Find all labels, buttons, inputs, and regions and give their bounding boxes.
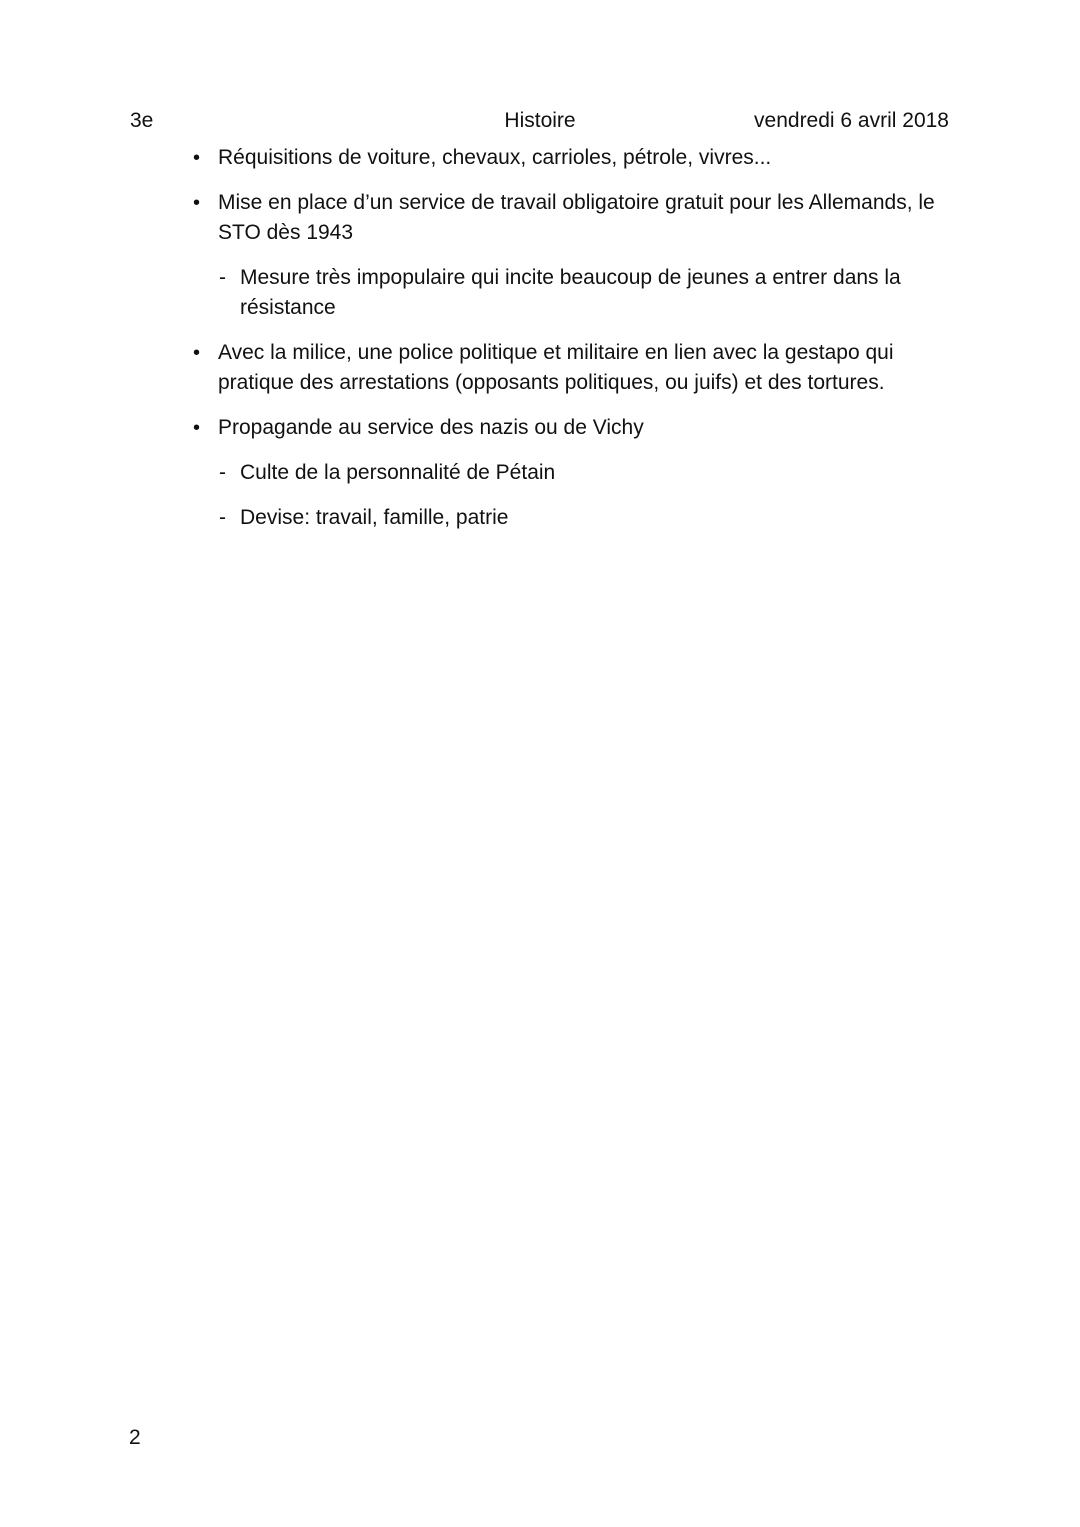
bullet-item-propaganda: • Propagande au service des nazis ou de Vichy	[218, 413, 958, 443]
bullet-item-sto: • Mise en place d’un service de travail obligatoire gratuit pour les Allemands, le STO dès 1943	[218, 188, 958, 248]
subject-title: Histoire	[504, 109, 576, 132]
dash-item-personality-cult: - Culte de la personnalité de Pétain	[240, 458, 960, 488]
dash-item-impopular-measure: - Mesure très impopulaire qui incite beaucoup de jeunes a entrer dans la résistance	[240, 263, 960, 323]
bullet-item-requisitions: • Réquisitions de voiture, chevaux, carrioles, pétrole, vivres...	[218, 143, 958, 173]
page-number: 2	[129, 1426, 141, 1449]
document-date: vendredi 6 avril 2018	[754, 109, 949, 132]
dash-item-motto: - Devise: travail, famille, patrie	[240, 503, 960, 533]
bullet-item-milice: • Avec la milice, une police politique et militaire en lien avec la gestapo qui pratique des arrestations (opposants politiques, ou juifs) et des tortures.	[218, 338, 958, 398]
class-level: 3e	[130, 109, 154, 132]
